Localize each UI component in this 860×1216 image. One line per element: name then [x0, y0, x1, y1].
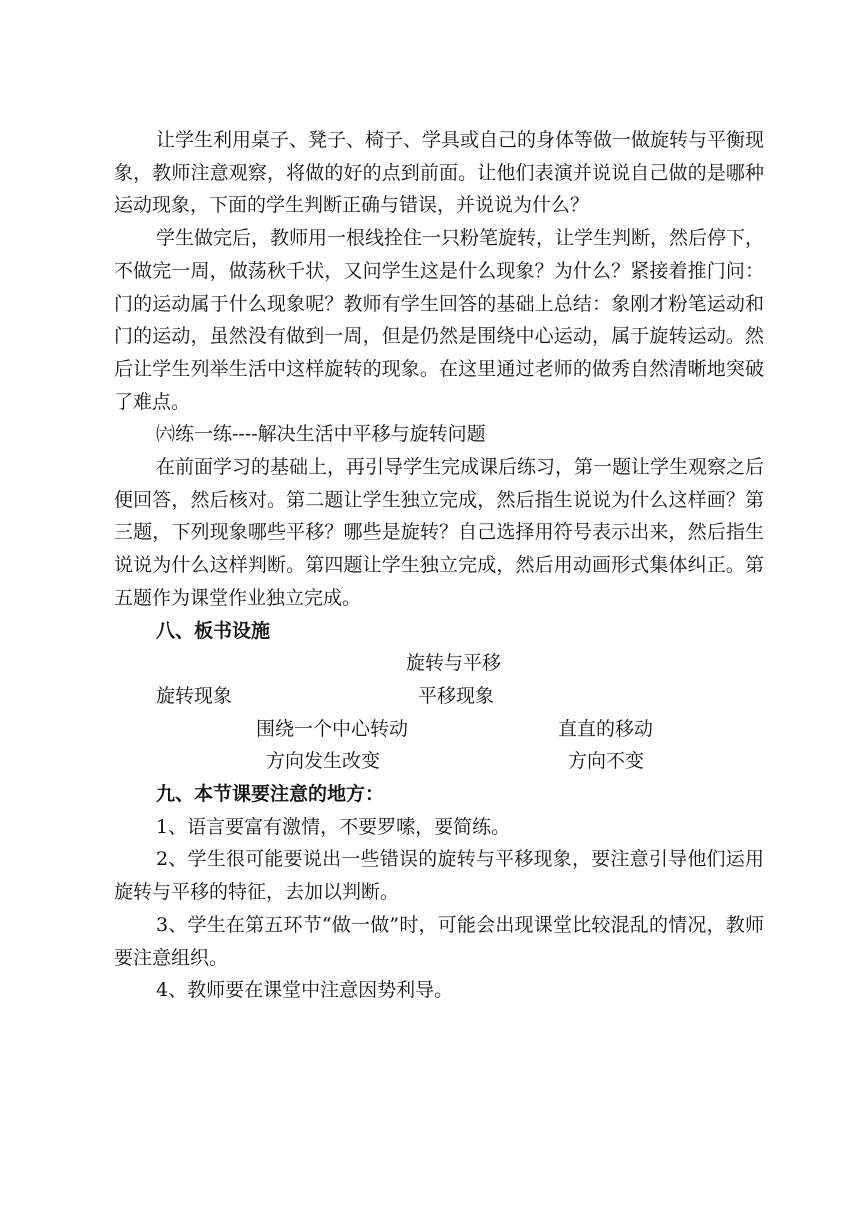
board-right-line-1: 直直的移动: [558, 717, 654, 740]
note-item-1: 1、语言要富有激情，不要罗嗦，要简练。: [156, 815, 511, 838]
board-right-label: 平移现象: [418, 684, 495, 707]
section-6-title: ㈥练一练----解决生活中平移与旋转问题: [156, 423, 486, 446]
paragraph-activity: 让学生利用桌子、凳子、椅子、学具或自己的身体等做一做旋转与平衡现象，教师注意观察，将做的好的点到前面。让他们表演并说说自己做的是哪种运动现象，下面的学生判断正确与错误，并说说为什么？: [114, 129, 765, 217]
note-item-3: 3、学生在第五环节“做一做”时，可能会出现课堂比较混乱的情况，教师要注意组织。: [114, 913, 764, 969]
note-item-4: 4、教师要在课堂中注意因势利导。: [156, 979, 454, 1002]
board-left-line-2: 方向发生改变: [266, 750, 381, 773]
section-8-heading: 八、板书设施: [156, 619, 271, 642]
blackboard-layout: [114, 647, 764, 778]
board-left-label: 旋转现象: [156, 684, 233, 707]
paragraph-summary: 学生做完后，教师用一根线拴住一只粉笔旋转，让学生判断，然后停下，不做完一周，做荡秋千状，又问学生这是什么现象？为什么？紧接着推门问：门的运动属于什么现象呢？教师有学生回答的基础上总结：象刚才粉笔运动和门的运动，虽然没有做到一周，但是仍然是围绕中心运动，属于旋转运动。然后让学生列举生活中这样旋转的现象。在这里通过老师的做秀自然清晰地突破了难点。: [114, 227, 765, 413]
board-left-line-1: 围绕一个中心转动: [256, 717, 409, 740]
board-title: 旋转与平移: [406, 652, 502, 675]
board-right-line-2: 方向不变: [568, 750, 645, 773]
document-body: [114, 124, 764, 1007]
paragraph-practice: 在前面学习的基础上，再引导学生完成课后练习，第一题让学生观察之后便回答，然后核对。第二题让学生独立完成，然后指生说说为什么这样画？第三题，下列现象哪些平移？哪些是旋转？自己选择用符号表示出来，然后指生说说为什么这样判断。第四题让学生独立完成，然后用动画形式集体纠正。第五题作为课堂作业独立完成。: [114, 456, 765, 609]
note-item-2: 2、学生很可能要说出一些错误的旋转与平移现象，要注意引导他们运用旋转与平移的特征，去加以判断。: [114, 848, 764, 904]
section-9-heading: 九、本节课要注意的地方：: [156, 783, 385, 806]
